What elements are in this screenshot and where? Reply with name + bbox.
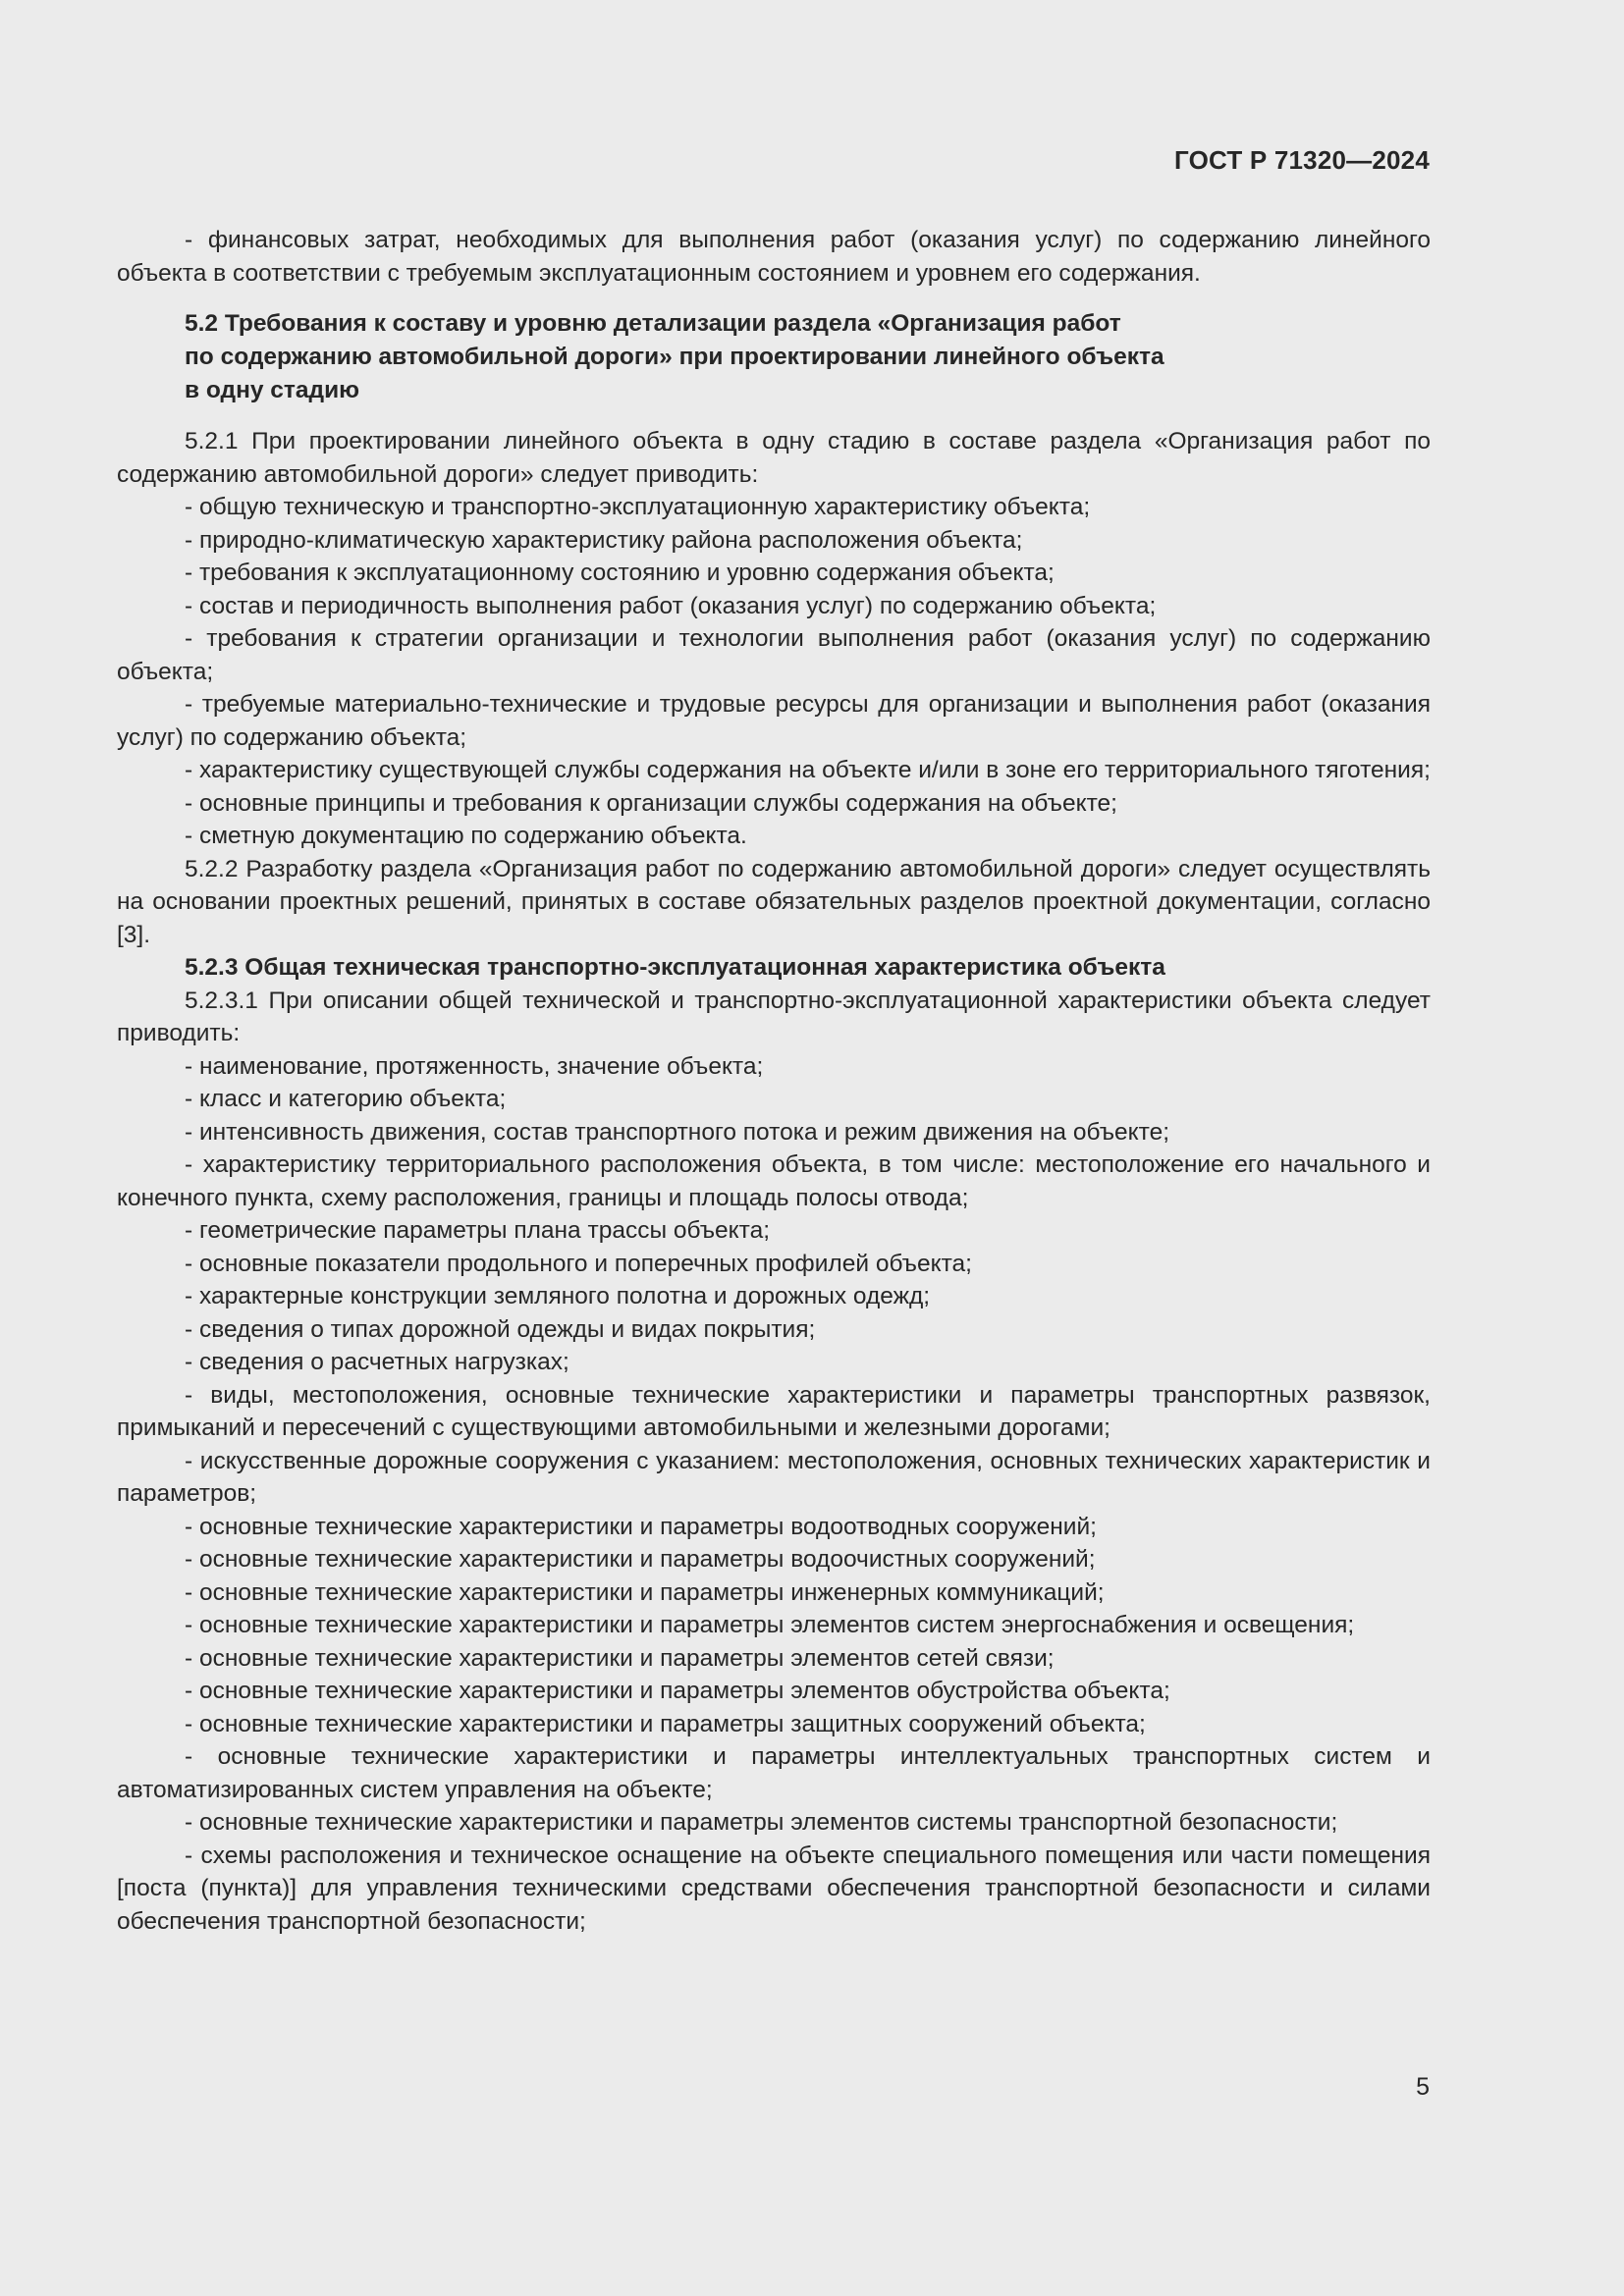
list-5-2-3-1 (117, 1050, 1431, 1939)
list-item: - характеристику существующей службы содержания на объекте и/или в зоне его территориального тяготения; (185, 757, 1431, 783)
list-item: - основные технические характеристики и параметры защитных сооружений объекта; (185, 1710, 1146, 1737)
list-item: - основные технические характеристики и параметры элементов системы транспортной безопасности; (185, 1809, 1338, 1836)
list-item: - искусственные дорожные сооружения с указанием: местоположения, основных технических характеристик и параметров; (117, 1447, 1431, 1507)
list-item: - основные технические характеристики и параметры водоочистных сооружений; (185, 1546, 1096, 1573)
section-heading-5-2 (117, 307, 1166, 407)
list-item: - характерные конструкции земляного полотна и дорожных одежд; (185, 1283, 931, 1309)
list-item: - сведения о типах дорожной одежды и видах покрытия; (185, 1315, 816, 1343)
list-item: - наименование, протяженность, значение объекта; (185, 1052, 764, 1080)
list-5-2-1 (117, 491, 1431, 853)
list-item: - общую техническую и транспортно-эксплуатационную характеристику объекта; (185, 494, 1091, 520)
list-item: - требования к стратегии организации и технологии выполнения работ (оказания услуг) по содержанию объекта; (117, 625, 1431, 685)
list-item: - характеристику территориального расположения объекта, в том числе: местоположение его начального и конечного пункта, схему расположения, границы и площадь полосы отвода; (117, 1151, 1431, 1211)
paragraph-5-2-2: 5.2.2 Разработку раздела «Организация работ по содержанию автомобильной дороги» следует осуществлять на основании проектных решений, принятых в составе обязательных разделов проектной документации, согласно [3]. (117, 855, 1431, 948)
list-item: - сметную документацию по содержанию объекта. (185, 823, 747, 849)
list-item: - основные технические характеристики и параметры элементов обустройства объекта; (185, 1678, 1170, 1704)
list-item: - основные технические характеристики и параметры элементов систем энергоснабжения и освещения; (185, 1612, 1355, 1638)
list-item: - природно-климатическую характеристику района расположения объекта; (185, 526, 1023, 554)
list-item: - класс и категорию объекта; (185, 1086, 507, 1112)
paragraph-5-2-1: 5.2.1 При проектировании линейного объекта в одну стадию в составе раздела «Организация работ по содержанию автомобильной дороги» следует приводить: (117, 428, 1431, 488)
list-item: - основные технические характеристики и параметры элементов сетей связи; (185, 1644, 1055, 1672)
page-header: ГОСТ Р 71320—2024 (1174, 145, 1430, 175)
list-item: - требования к эксплуатационному состоянию и уровню содержания объекта; (185, 560, 1055, 586)
list-item: - сведения о расчетных нагрузках; (185, 1349, 569, 1375)
intro-paragraph: - финансовых затрат, необходимых для выполнения работ (оказания услуг) по содержанию линейного объекта в соответствии с требуемым эксплуатационным состоянием и уровнем его содержания. (117, 227, 1431, 287)
paragraph-5-2-3-1: 5.2.3.1 При описании общей технической и транспортно-эксплуатационной характеристики объекта следует приводить: (117, 987, 1431, 1046)
subsection-heading-5-2-3: 5.2.3 Общая техническая транспортно-эксплуатационная характеристика объекта (185, 954, 1165, 981)
list-item: - состав и периодичность выполнения работ (оказания услуг) по содержанию объекта; (185, 592, 1157, 619)
list-item: - требуемые материально-технические и трудовые ресурсы для организации и выполнения работ (оказания услуг) по содержанию объекта; (117, 691, 1431, 751)
list-item: - основные технические характеристики и параметры инженерных коммуникаций; (185, 1578, 1105, 1606)
section-heading-line: по содержанию автомобильной дороги» при проектировании линейного объекта (185, 344, 1164, 370)
section-heading-line: в одну стадию (185, 377, 360, 403)
list-item: - виды, местоположения, основные технические характеристики и параметры транспортных развязок, примыканий и пересечений с существующими автомобильными и железными дорогами; (117, 1381, 1431, 1441)
document-body (117, 224, 1431, 1938)
section-heading-line: 5.2 Требования к составу и уровню детализации раздела «Организация работ (185, 310, 1121, 337)
list-item: - геометрические параметры плана трассы объекта; (185, 1217, 771, 1244)
list-item: - основные показатели продольного и поперечных профилей объекта; (185, 1250, 972, 1277)
list-item: - основные технические характеристики и параметры водоотводных сооружений; (185, 1513, 1097, 1540)
list-item: - интенсивность движения, состав транспортного потока и режим движения на объекте; (185, 1118, 1170, 1146)
list-item: - схемы расположения и техническое оснащение на объекте специального помещения или части помещения [поста (пункта)] для управления техническими средствами обеспечения транспортной безопасности и силами обеспечения транспортной безопасности; (117, 1842, 1431, 1935)
list-item: - основные технические характеристики и параметры интеллектуальных транспортных систем и автоматизированных систем управления на объекте; (117, 1743, 1431, 1803)
page-number: 5 (1416, 2073, 1430, 2101)
list-item: - основные принципы и требования к организации службы содержания на объекте; (185, 789, 1117, 817)
